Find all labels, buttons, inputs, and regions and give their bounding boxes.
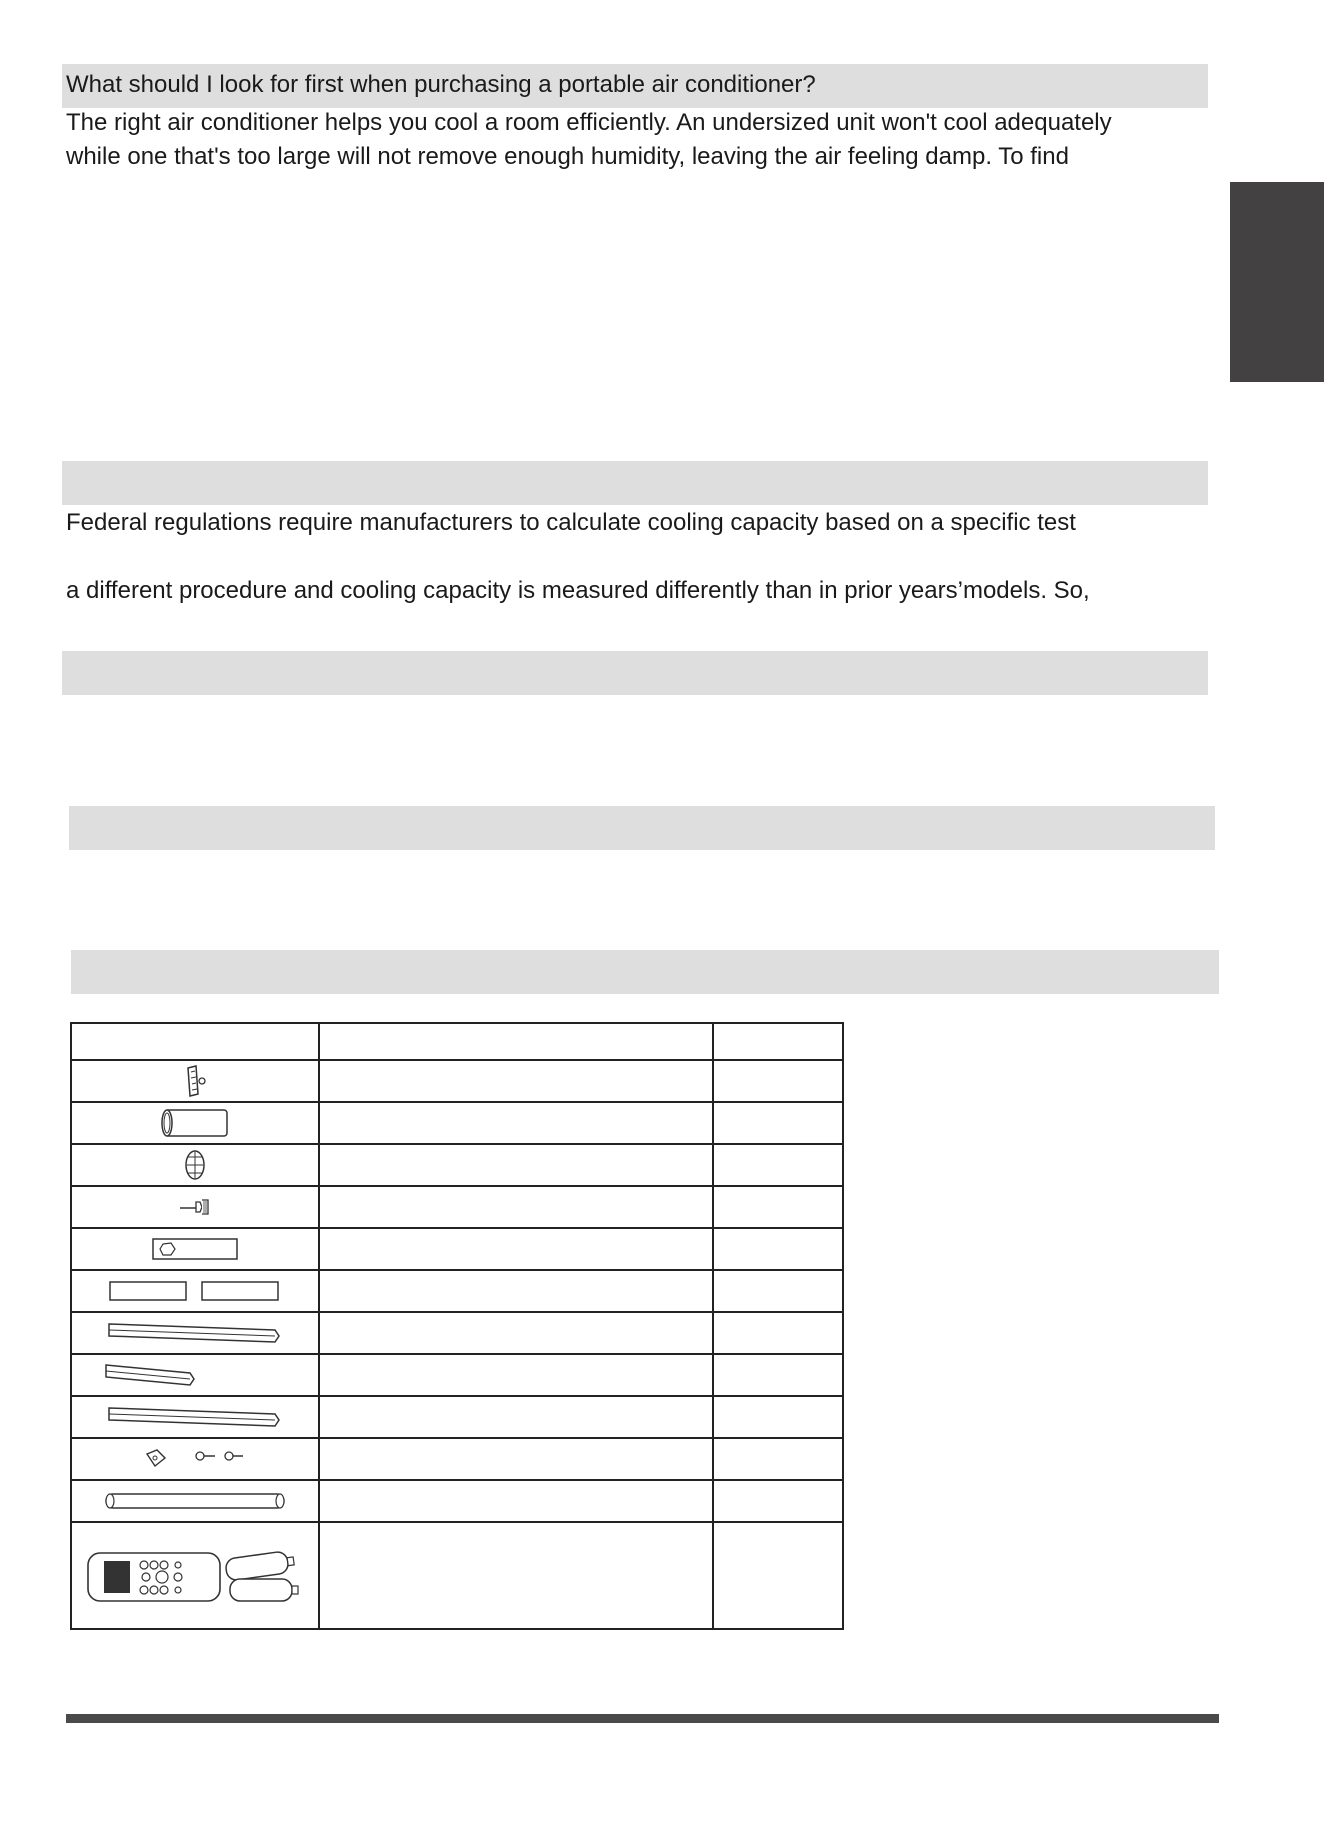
- row-12-qty: [713, 1522, 843, 1629]
- row-12-name: [319, 1522, 713, 1629]
- row-8-qty: [713, 1354, 843, 1396]
- chapter-side-tab: [1230, 182, 1324, 382]
- row-9-name: [319, 1396, 713, 1438]
- bracket-and-screws-icon: [135, 1444, 255, 1474]
- table-row: [71, 1228, 843, 1270]
- row-10-name: [319, 1438, 713, 1480]
- row-7-name: [319, 1312, 713, 1354]
- table-row: [71, 1522, 843, 1629]
- exhaust-hose-icon: [157, 1106, 233, 1140]
- row-1-name: [319, 1060, 713, 1102]
- foam-seal-icon: [151, 1236, 239, 1262]
- section-3-heading-band: [62, 651, 1208, 695]
- section-2-heading-band: [62, 461, 1208, 505]
- footer-rule: [66, 1714, 1219, 1723]
- row-1-qty: [713, 1060, 843, 1102]
- window-adaptor-icon: [181, 1147, 209, 1183]
- row-7-qty: [713, 1312, 843, 1354]
- section-2-line-1: Federal regulations require manufacturers to calculate cooling capacity based on a specific test: [66, 509, 1076, 536]
- table-row: [71, 1186, 843, 1228]
- row-8-name: [319, 1354, 713, 1396]
- exhaust-adaptor-icon: [180, 1064, 210, 1098]
- row-2-qty: [713, 1102, 843, 1144]
- row-3-qty: [713, 1144, 843, 1186]
- window-slider-long-icon: [107, 1320, 283, 1346]
- section-2-line-2: a different procedure and cooling capacity is measured differently than in prior years’models. So,: [66, 577, 1090, 604]
- table-row: [71, 1438, 843, 1480]
- table-row: [71, 1354, 843, 1396]
- window-slider-short-icon: [104, 1361, 198, 1389]
- table-row: [71, 1480, 843, 1522]
- section-5-heading-band: [71, 950, 1219, 994]
- table-row: [71, 1060, 843, 1102]
- section-1-heading: What should I look for first when purchasing a portable air conditioner?: [66, 71, 816, 98]
- drain-hose-icon: [100, 1490, 290, 1512]
- row-6-qty: [713, 1270, 843, 1312]
- table-row: [71, 1270, 843, 1312]
- section-1-line-2: while one that's too large will not remove enough humidity, leaving the air feeling damp. To find: [66, 143, 1069, 170]
- table-row: [71, 1396, 843, 1438]
- row-11-name: [319, 1480, 713, 1522]
- window-slider-extension-icon: [107, 1404, 283, 1430]
- table-row: [71, 1144, 843, 1186]
- foam-strips-icon: [108, 1280, 282, 1302]
- accessory-table: [70, 1022, 844, 1630]
- row-5-name: [319, 1228, 713, 1270]
- table-header-row: [71, 1023, 843, 1060]
- row-9-qty: [713, 1396, 843, 1438]
- header-cell-name: [319, 1023, 713, 1060]
- remote-and-batteries-icon: [86, 1535, 304, 1617]
- section-1-line-1: The right air conditioner helps you cool a room efficiently. An undersized unit won't cool adequately: [66, 109, 1112, 136]
- row-10-qty: [713, 1438, 843, 1480]
- anchor-screw-icon: [178, 1196, 212, 1218]
- row-6-name: [319, 1270, 713, 1312]
- row-11-qty: [713, 1480, 843, 1522]
- row-5-qty: [713, 1228, 843, 1270]
- table-row: [71, 1312, 843, 1354]
- row-3-name: [319, 1144, 713, 1186]
- section-4-heading-band: [69, 806, 1215, 850]
- table-row: [71, 1102, 843, 1144]
- row-4-name: [319, 1186, 713, 1228]
- header-cell-icon: [71, 1023, 319, 1060]
- header-cell-qty: [713, 1023, 843, 1060]
- row-4-qty: [713, 1186, 843, 1228]
- row-2-name: [319, 1102, 713, 1144]
